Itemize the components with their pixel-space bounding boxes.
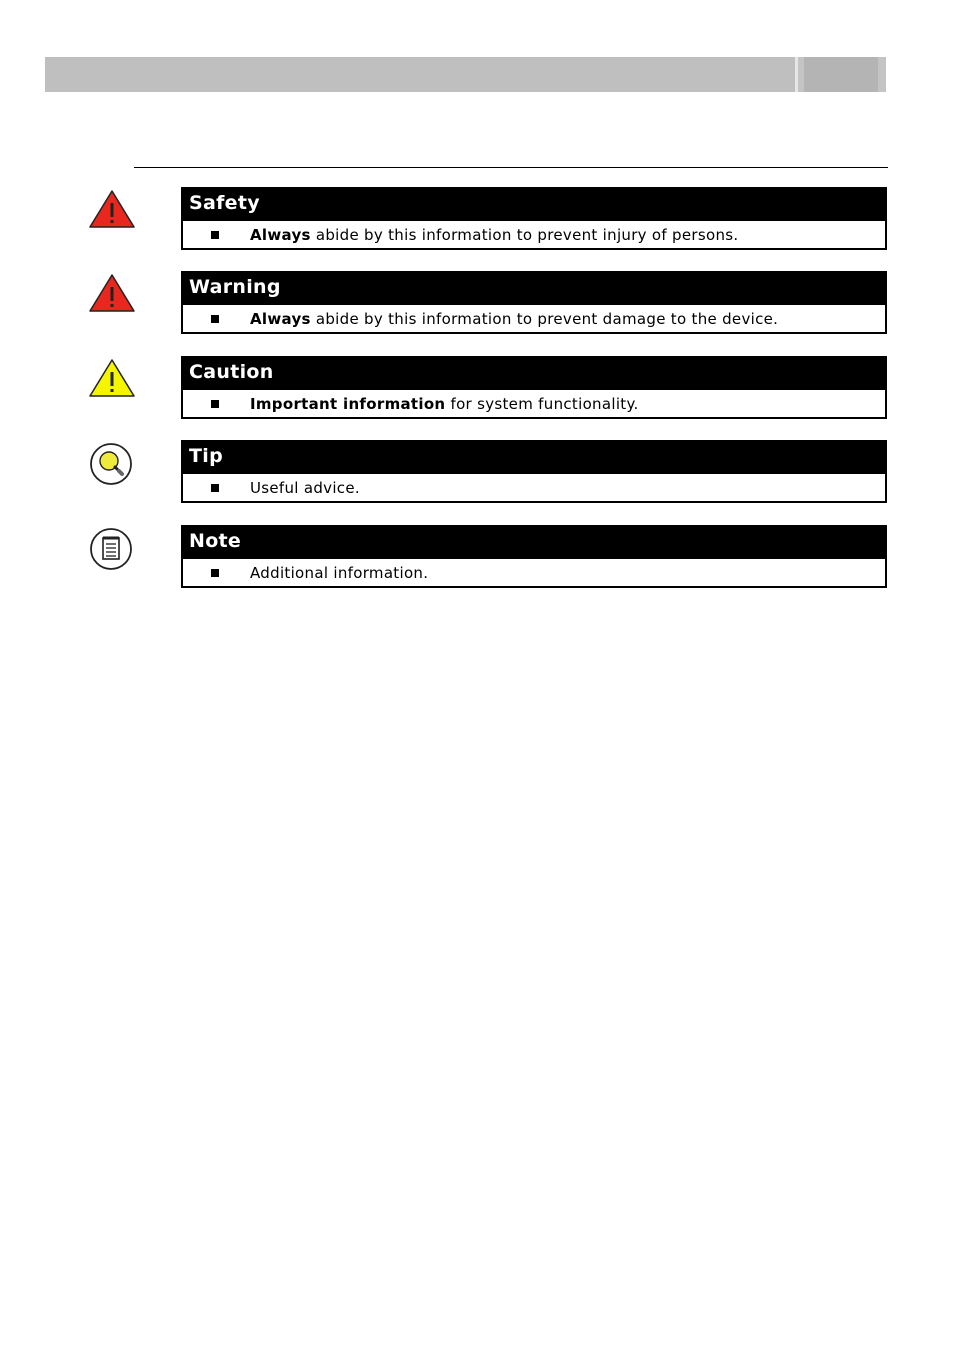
notice-body (181, 305, 887, 334)
notice-title: Safety (181, 187, 887, 221)
section-rule (134, 167, 888, 168)
notice-body (181, 221, 887, 250)
notice-body (181, 390, 887, 419)
header-bar (45, 57, 795, 92)
notice-title: Tip (181, 440, 887, 474)
notice-text: Useful advice. (250, 479, 360, 497)
caution-yellow-icon (88, 355, 136, 403)
bullet (211, 569, 219, 577)
header-page-tab (798, 57, 886, 92)
notice-title: Warning (181, 271, 887, 305)
bullet (211, 484, 219, 492)
notepad-icon (88, 525, 136, 573)
notice-text: Additional information. (250, 564, 429, 582)
notice-body (181, 474, 887, 503)
warning-red-icon (88, 270, 136, 318)
notice-title: Note (181, 525, 887, 559)
notice-safety (181, 187, 887, 250)
warning-red-icon (88, 186, 136, 234)
lightbulb-icon (88, 440, 136, 488)
notice-text: Always abide by this information to prevent damage to the device. (250, 310, 779, 328)
bullet (211, 315, 219, 323)
notice-tip (181, 440, 887, 503)
bullet (211, 400, 219, 408)
notice-text: Important information for system functionality. (250, 395, 639, 413)
notice-text: Always abide by this information to prevent injury of persons. (250, 226, 739, 244)
bullet (211, 231, 219, 239)
notice-caution (181, 356, 887, 419)
notice-warning (181, 271, 887, 334)
notice-note (181, 525, 887, 588)
notice-title: Caution (181, 356, 887, 390)
notice-body (181, 559, 887, 588)
